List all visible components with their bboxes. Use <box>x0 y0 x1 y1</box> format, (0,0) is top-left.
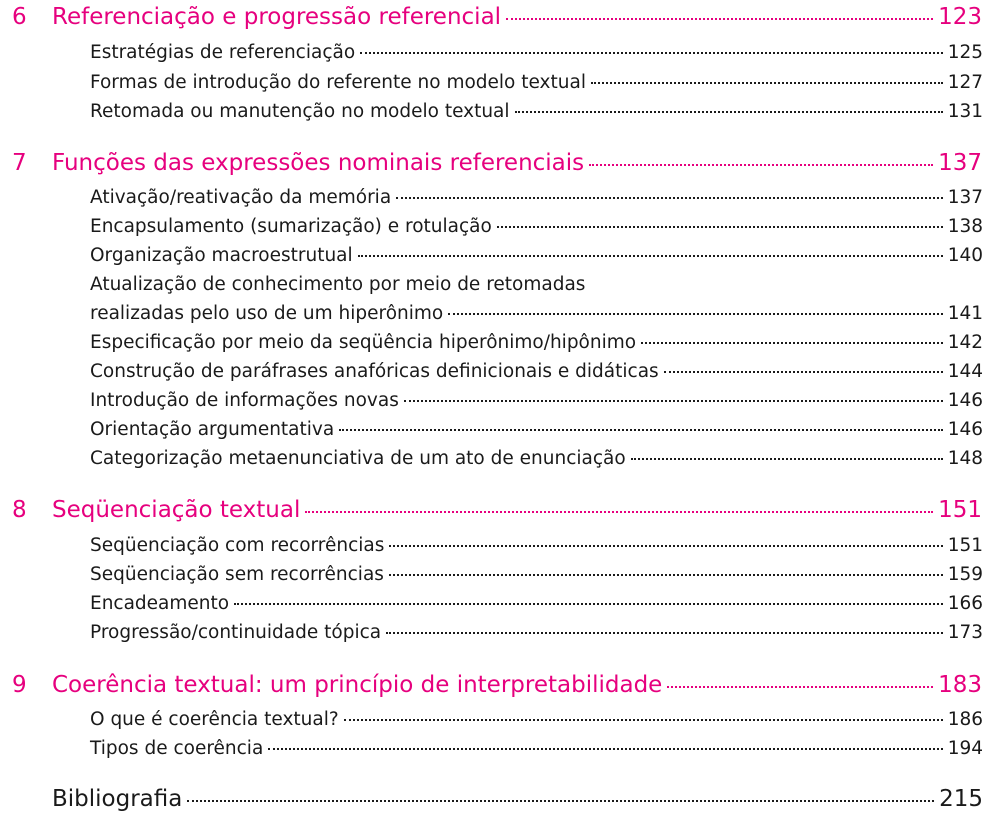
toc-chapter-6[interactable] <box>12 4 982 30</box>
dot-leader <box>664 371 943 373</box>
dot-leader <box>389 574 943 576</box>
dot-leader <box>386 632 943 634</box>
dot-leader <box>339 429 942 431</box>
bibliography-page-number: 215 <box>939 786 983 812</box>
section-page-number: 127 <box>947 72 983 93</box>
toc-section[interactable] <box>90 332 983 353</box>
dot-leader <box>187 800 934 802</box>
section-page-number: 146 <box>947 419 983 440</box>
section-title: Formas de introdução do referente no modelo textual <box>90 72 586 93</box>
toc-section[interactable] <box>90 593 983 614</box>
toc-chapter-7[interactable] <box>12 150 982 176</box>
chapter-title: Seqüenciação textual <box>52 497 301 523</box>
section-title: Categorização metaenunciativa de um ato de enunciação <box>90 448 626 469</box>
chapter-number: 8 <box>12 497 27 523</box>
section-page-number: 144 <box>947 361 983 382</box>
dot-leader <box>515 111 943 113</box>
section-title: Orientação argumentativa <box>90 419 335 440</box>
section-title: Organização macroestrutual <box>90 245 353 266</box>
section-page-number: 173 <box>947 622 983 643</box>
section-title: Encadeamento <box>90 593 230 614</box>
section-page-number: 138 <box>947 216 983 237</box>
toc-section[interactable] <box>90 303 983 324</box>
toc-section[interactable] <box>90 535 983 556</box>
toc-section[interactable] <box>90 564 983 585</box>
section-page-number: 146 <box>947 390 983 411</box>
dot-leader <box>396 197 943 199</box>
toc-section-title-line1: Atualização de conhecimento por meio de retomadas <box>90 274 586 295</box>
toc-section[interactable] <box>90 622 983 643</box>
section-title: Encapsulamento (sumarização) e rotulação <box>90 216 492 237</box>
section-page-number: 194 <box>947 738 983 759</box>
toc-section[interactable] <box>90 72 983 93</box>
section-page-number: 125 <box>947 42 983 63</box>
toc-section[interactable] <box>90 709 983 730</box>
dot-leader <box>344 719 943 721</box>
toc-section[interactable] <box>90 42 983 63</box>
toc-section[interactable] <box>90 245 983 266</box>
chapter-number: 7 <box>12 150 27 176</box>
toc-section[interactable] <box>90 419 983 440</box>
chapter-page-number: 183 <box>938 672 982 698</box>
section-page-number: 131 <box>947 101 983 122</box>
dot-leader <box>631 458 943 460</box>
dot-leader <box>360 52 943 54</box>
toc-section[interactable] <box>90 738 983 759</box>
section-title: O que é coerência textual? <box>90 709 339 730</box>
chapter-title: Funções das expressões nominais referenciais <box>52 150 585 176</box>
section-page-number: 142 <box>947 332 983 353</box>
section-page-number: 140 <box>947 245 983 266</box>
section-title: Estratégias de referenciação <box>90 42 356 63</box>
chapter-page-number: 151 <box>938 497 982 523</box>
section-page-number: 141 <box>947 303 983 324</box>
section-title: Seqüenciação sem recorrências <box>90 564 384 585</box>
toc-chapter-8[interactable] <box>12 497 982 523</box>
section-title: Especificação por meio da seqüência hiperônimo/hipônimo <box>90 332 637 353</box>
dot-leader <box>497 226 943 228</box>
chapter-number: 6 <box>12 4 27 30</box>
chapter-page-number: 123 <box>938 4 982 30</box>
dot-leader <box>641 342 943 344</box>
chapter-number: 9 <box>12 672 27 698</box>
toc-bibliography[interactable] <box>52 786 983 812</box>
dot-leader <box>305 511 933 513</box>
chapter-title: Referenciação e progressão referencial <box>52 4 502 30</box>
toc-section[interactable] <box>90 101 983 122</box>
section-page-number: 148 <box>947 448 983 469</box>
chapter-title: Coerência textual: um princípio de interpretabilidade <box>52 672 663 698</box>
dot-leader <box>358 255 943 257</box>
toc-section[interactable] <box>90 361 983 382</box>
dot-leader <box>448 313 942 315</box>
dot-leader <box>589 164 933 166</box>
dot-leader <box>404 400 943 402</box>
section-page-number: 137 <box>947 187 983 208</box>
section-page-number: 159 <box>947 564 983 585</box>
toc-chapter-9[interactable] <box>12 672 982 698</box>
dot-leader <box>667 686 933 688</box>
dot-leader <box>591 82 943 84</box>
section-title: Introdução de informações novas <box>90 390 399 411</box>
section-title: Construção de paráfrases anafóricas definicionais e didáticas <box>90 361 659 382</box>
chapter-page-number: 137 <box>938 150 982 176</box>
dot-leader <box>506 18 933 20</box>
toc-section[interactable] <box>90 390 983 411</box>
dot-leader <box>268 748 942 750</box>
bibliography-title: Bibliografia <box>52 786 183 812</box>
section-title: Retomada ou manutenção no modelo textual <box>90 101 510 122</box>
toc-section[interactable] <box>90 216 983 237</box>
toc-section[interactable] <box>90 187 983 208</box>
dot-leader <box>389 545 942 547</box>
section-title: Seqüenciação com recorrências <box>90 535 385 556</box>
dot-leader <box>234 603 943 605</box>
section-page-number: 186 <box>947 709 983 730</box>
section-page-number: 166 <box>947 593 983 614</box>
section-title: realizadas pelo uso de um hiperônimo <box>90 303 444 324</box>
section-title: Ativação/reativação da memória <box>90 187 392 208</box>
section-title: Tipos de coerência <box>90 738 264 759</box>
section-page-number: 151 <box>947 535 983 556</box>
section-title: Progressão/continuidade tópica <box>90 622 382 643</box>
toc-section[interactable] <box>90 448 983 469</box>
